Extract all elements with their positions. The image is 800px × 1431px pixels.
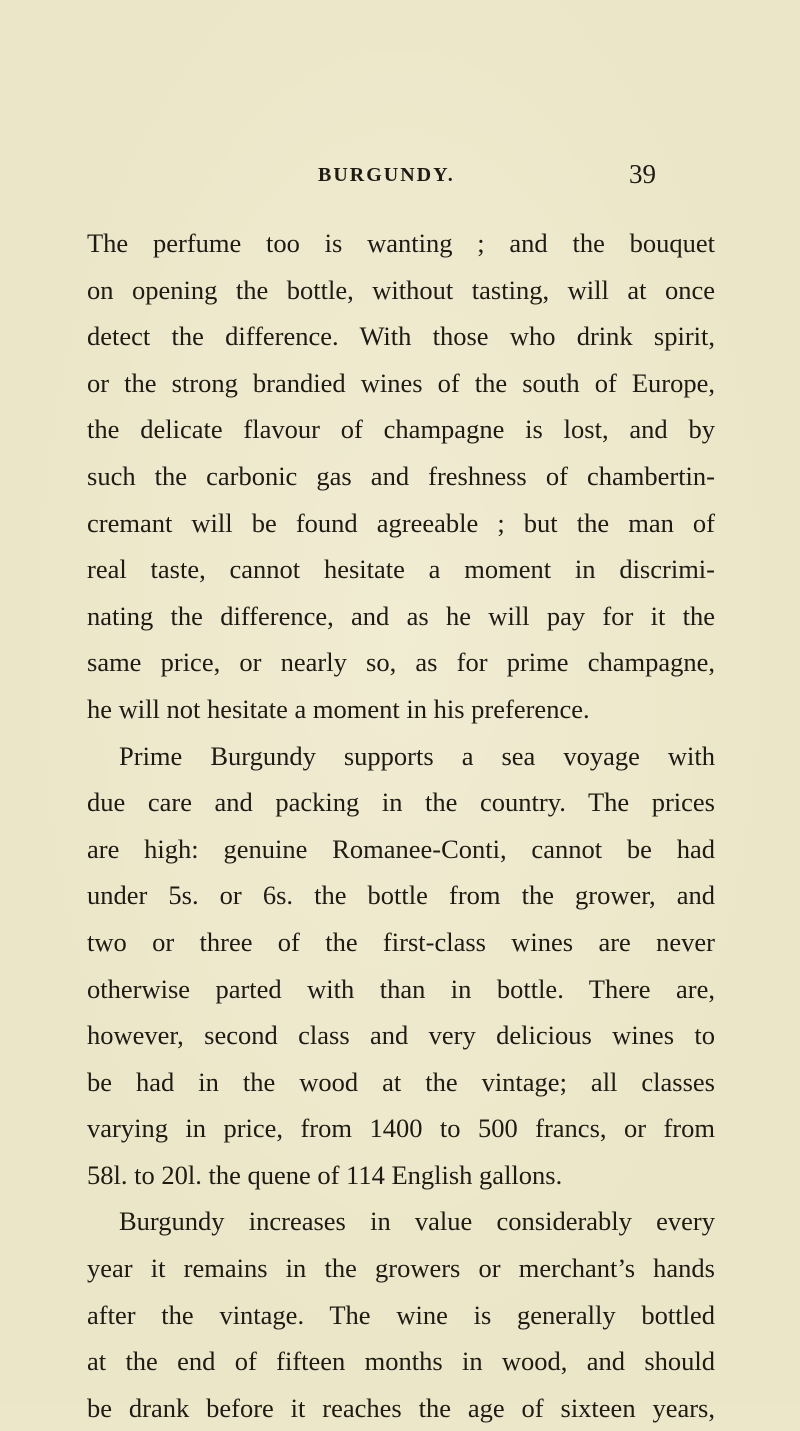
page-number: 39 [629,159,656,189]
text-line: two or three of the first-class wines are never [87,926,715,957]
text-line: Prime Burgundy supports a sea voyage with [119,740,715,771]
text-line: real taste, cannot hesitate a moment in discrimi- [87,554,715,585]
text-line: at the end of fifteen months in wood, and should [87,1346,715,1377]
text-line: varying in price, from 1400 to 500 francs, or from [87,1113,715,1144]
text-line: the delicate flavour of champagne is lost, and by [87,414,715,445]
text-line: otherwise parted with than in bottle. There are, [87,973,715,1004]
text-line: cremant will be found agreeable ; but the man of [87,507,715,538]
text-line: on opening the bottle, without tasting, will at once [87,274,715,305]
text-line: be had in the wood at the vintage; all classes [87,1066,715,1097]
text-line: Burgundy increases in value considerably every [119,1206,715,1237]
text-line: 58l. to 20l. the quene of 114 English gallons. [87,1159,563,1190]
body-text [87,220,715,1431]
text-line: year it remains in the growers or merchant’s hands [87,1253,715,1284]
text-line: detect the difference. With those who drink spirit, [87,321,715,352]
running-head: BURGUNDY. [318,164,455,186]
text-line: same price, or nearly so, as for prime champagne, [87,647,715,678]
text-line: The perfume too is wanting ; and the bouquet [87,228,715,258]
text-line: are high: genuine Romanee-Conti, cannot be had [87,833,715,864]
text-line: or the strong brandied wines of the south of Europe, [87,367,715,398]
text-line: however, second class and very delicious wines to [87,1020,715,1051]
text-line: he will not hesitate a moment in his preference. [87,693,590,724]
text-line: due care and packing in the country. The prices [87,787,715,818]
text-line: be drank before it reaches the age of sixteen years, [87,1392,715,1423]
text-line: under 5s. or 6s. the bottle from the grower, and [87,880,715,911]
page-header [0,160,800,190]
text-line: such the carbonic gas and freshness of chambertin- [87,460,715,491]
text-line: after the vintage. The wine is generally bottled [87,1299,715,1330]
text-line: nating the difference, and as he will pay for it the [87,600,715,631]
